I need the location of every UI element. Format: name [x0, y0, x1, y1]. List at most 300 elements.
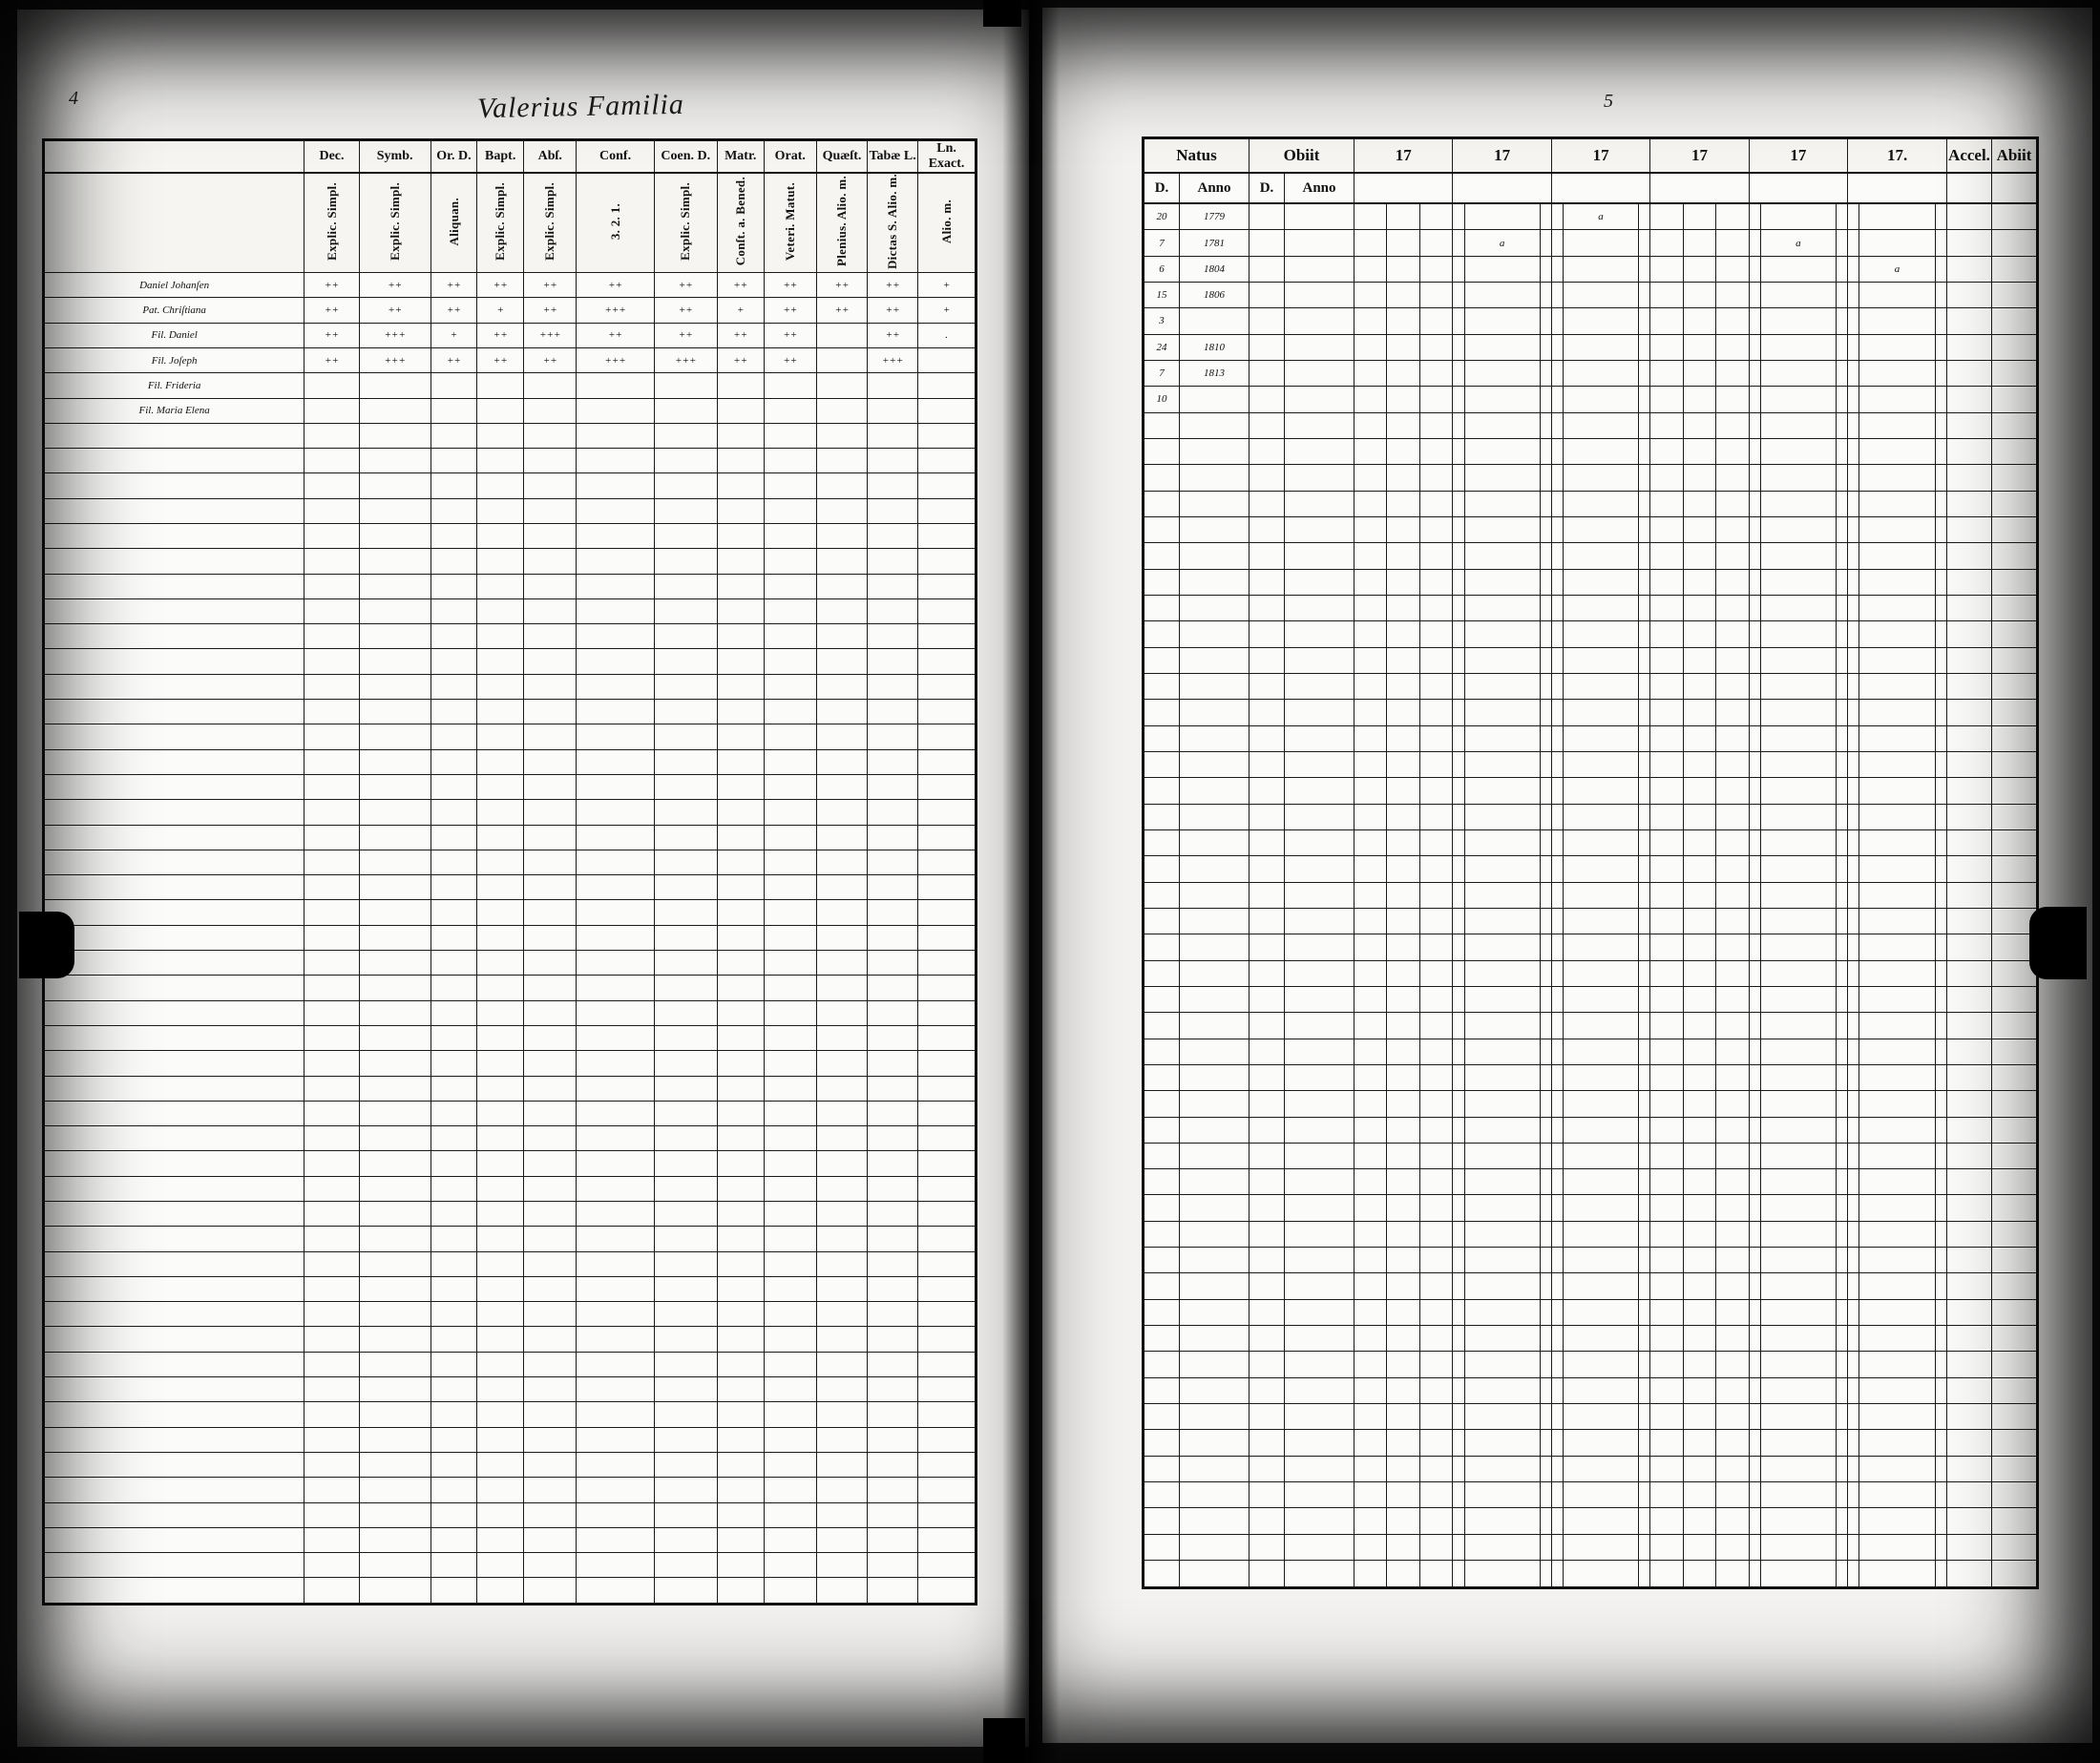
empty-cell [1564, 1221, 1639, 1247]
mark-cell [359, 423, 430, 448]
empty-cell [1716, 829, 1749, 855]
empty-cell [1859, 1534, 1935, 1560]
empty-cell [918, 498, 976, 523]
empty-cell [1760, 1377, 1836, 1403]
empty-cell [868, 1025, 918, 1050]
empty-cell [1760, 1299, 1836, 1325]
empty-cell [304, 1478, 359, 1502]
table-row-empty [1144, 1482, 2038, 1508]
scanner-clamp-bottom [983, 1718, 1025, 1763]
year-group-cell [1749, 283, 1760, 308]
empty-cell [524, 1025, 577, 1050]
empty-cell [44, 1352, 304, 1376]
empty-cell [1760, 1091, 1836, 1117]
empty-cell [816, 1000, 867, 1025]
empty-cell [1683, 778, 1715, 804]
obiit-year-cell [1285, 203, 1354, 230]
empty-cell [654, 1402, 717, 1427]
year-group-cell [1453, 334, 1464, 360]
empty-cell [868, 1553, 918, 1578]
empty-cell [1639, 543, 1650, 569]
empty-cell [359, 1276, 430, 1301]
empty-cell [524, 1051, 577, 1076]
empty-cell [868, 976, 918, 1000]
empty-cell [1540, 934, 1551, 960]
empty-cell [1551, 673, 1563, 699]
empty-cell [816, 925, 867, 950]
empty-cell [1387, 1039, 1419, 1064]
empty-cell [868, 1377, 918, 1402]
empty-cell [1859, 1013, 1935, 1039]
year-group-cell [1935, 230, 1946, 256]
empty-cell [1250, 804, 1285, 829]
empty-cell [1144, 516, 1180, 542]
year-group-cell [1716, 230, 1749, 256]
empty-cell [1551, 804, 1563, 829]
empty-cell [1144, 1143, 1180, 1168]
table-row [44, 398, 976, 423]
empty-cell [1453, 725, 1464, 751]
col-header-ord: Or. D. [430, 140, 477, 174]
empty-cell [717, 825, 764, 850]
empty-cell [1419, 1273, 1452, 1299]
empty-cell [1859, 647, 1935, 673]
empty-cell [1453, 621, 1464, 647]
empty-cell [577, 1427, 654, 1452]
empty-cell [1947, 1456, 1992, 1481]
empty-cell [868, 1176, 918, 1201]
empty-cell [1836, 1195, 1847, 1221]
empty-cell [1285, 751, 1354, 777]
empty-cell [1180, 1482, 1250, 1508]
empty-cell [1180, 1456, 1250, 1481]
empty-cell [654, 825, 717, 850]
empty-cell [1464, 1143, 1540, 1168]
empty-cell [1935, 1508, 1946, 1534]
empty-cell [1453, 1430, 1464, 1456]
empty-cell [1540, 1430, 1551, 1456]
empty-cell [430, 1025, 477, 1050]
empty-cell [868, 700, 918, 724]
empty-cell [1464, 960, 1540, 986]
empty-cell [816, 1478, 867, 1502]
empty-cell [1144, 1561, 1180, 1588]
empty-cell [1564, 516, 1639, 542]
mark-cell [764, 423, 816, 448]
empty-cell [1947, 1117, 1992, 1143]
empty-cell [717, 1000, 764, 1025]
year-group-cell [1419, 334, 1452, 360]
empty-cell [477, 700, 524, 724]
empty-cell [1848, 751, 1859, 777]
empty-cell [1250, 1456, 1285, 1481]
empty-cell [1564, 1482, 1639, 1508]
mark-cell: + [717, 298, 764, 323]
empty-cell [654, 598, 717, 623]
empty-cell [1419, 1117, 1452, 1143]
empty-cell [1760, 882, 1836, 908]
year-group-cell: a [1464, 230, 1540, 256]
sub-header-abs: Explic. Simpl. [524, 173, 577, 273]
table-row-empty [44, 498, 976, 523]
empty-cell [1760, 1117, 1836, 1143]
empty-cell [44, 1025, 304, 1050]
empty-cell [359, 1478, 430, 1502]
empty-cell [1250, 856, 1285, 882]
empty-cell [1354, 1482, 1387, 1508]
table-row-empty [1144, 516, 2038, 542]
empty-cell [764, 850, 816, 874]
year-group-cell [1564, 283, 1639, 308]
empty-cell [1250, 1091, 1285, 1117]
empty-cell [1144, 412, 1180, 438]
right-header-row-subs [1144, 173, 2038, 203]
table-row-empty [1144, 829, 2038, 855]
empty-cell [1250, 1169, 1285, 1195]
table-row [1144, 230, 2038, 256]
empty-cell [717, 674, 764, 699]
empty-cell [304, 900, 359, 925]
empty-cell [764, 624, 816, 649]
empty-cell [1836, 725, 1847, 751]
empty-cell [1464, 908, 1540, 934]
empty-cell [577, 1126, 654, 1151]
empty-cell [1947, 882, 1992, 908]
empty-cell [430, 1176, 477, 1201]
table-row-empty [1144, 778, 2038, 804]
empty-cell [1859, 1508, 1935, 1534]
empty-cell [1848, 725, 1859, 751]
empty-cell [1387, 908, 1419, 934]
empty-cell [918, 523, 976, 548]
empty-cell [868, 1126, 918, 1151]
empty-cell [359, 1327, 430, 1352]
empty-cell [1859, 1456, 1935, 1481]
empty-cell [1935, 1534, 1946, 1560]
empty-cell [1250, 1326, 1285, 1352]
sub-header-orat: Veteri. Matut. [764, 173, 816, 273]
empty-cell [430, 1427, 477, 1452]
empty-cell [304, 1051, 359, 1076]
empty-cell [1551, 829, 1563, 855]
empty-cell [1180, 804, 1250, 829]
empty-cell [1836, 1456, 1847, 1481]
empty-cell [1419, 804, 1452, 829]
empty-cell [1144, 569, 1180, 595]
table-row-empty [44, 1327, 976, 1352]
empty-cell [1285, 1482, 1354, 1508]
empty-cell [1683, 725, 1715, 751]
empty-cell [304, 850, 359, 874]
empty-cell [1749, 751, 1760, 777]
empty-cell [1354, 1248, 1387, 1273]
empty-cell [1387, 751, 1419, 777]
empty-cell [868, 1502, 918, 1527]
empty-cell [1453, 1013, 1464, 1039]
table-row-empty [1144, 700, 2038, 725]
table-row-empty [1144, 1091, 2038, 1117]
empty-cell [1947, 595, 1992, 620]
empty-cell [1285, 934, 1354, 960]
table-row-empty [44, 1025, 976, 1050]
empty-cell [477, 1025, 524, 1050]
empty-cell [868, 1227, 918, 1251]
empty-cell [1285, 595, 1354, 620]
empty-cell [1564, 986, 1639, 1012]
empty-cell [44, 1402, 304, 1427]
empty-cell [1464, 1561, 1540, 1588]
empty-cell [1551, 621, 1563, 647]
empty-cell [1683, 934, 1715, 960]
empty-cell [816, 1151, 867, 1176]
empty-cell [764, 549, 816, 574]
empty-cell [717, 1202, 764, 1227]
year-group-cell [1551, 203, 1563, 230]
mark-cell: ++ [868, 273, 918, 298]
col-header-name [44, 140, 304, 174]
empty-cell [1564, 491, 1639, 516]
empty-cell [1180, 725, 1250, 751]
empty-cell [1180, 986, 1250, 1012]
year-group-cell [1354, 360, 1387, 386]
empty-cell [1639, 1248, 1650, 1273]
empty-cell [918, 825, 976, 850]
mark-cell [816, 347, 867, 372]
empty-cell [1564, 412, 1639, 438]
empty-cell [1180, 569, 1250, 595]
empty-cell [1551, 856, 1563, 882]
year-group-cell [1859, 334, 1935, 360]
empty-cell [1992, 1221, 2038, 1247]
empty-cell [1250, 1482, 1285, 1508]
empty-cell [918, 1025, 976, 1050]
empty-cell [868, 449, 918, 473]
empty-cell [430, 925, 477, 950]
empty-cell [654, 724, 717, 749]
mark-cell: ++ [430, 347, 477, 372]
empty-cell [1180, 778, 1250, 804]
year-group-cell [1639, 308, 1650, 334]
empty-cell [1453, 1508, 1464, 1534]
empty-cell [1551, 1143, 1563, 1168]
empty-cell [1144, 856, 1180, 882]
empty-cell [1540, 673, 1551, 699]
empty-cell [1947, 908, 1992, 934]
empty-cell [816, 1025, 867, 1050]
empty-cell [1354, 647, 1387, 673]
empty-cell [1564, 1039, 1639, 1064]
empty-cell [1935, 1561, 1946, 1588]
empty-cell [1650, 412, 1683, 438]
empty-cell [1387, 1352, 1419, 1377]
empty-cell [654, 700, 717, 724]
empty-cell [1419, 412, 1452, 438]
empty-cell [1836, 673, 1847, 699]
empty-cell [430, 875, 477, 900]
empty-cell [1453, 1404, 1464, 1430]
empty-cell [1551, 1091, 1563, 1117]
empty-cell [816, 700, 867, 724]
empty-cell [1639, 1013, 1650, 1039]
empty-cell [918, 1176, 976, 1201]
year-group-cell [1639, 360, 1650, 386]
empty-cell [1650, 856, 1683, 882]
empty-cell [44, 1151, 304, 1176]
empty-cell [430, 574, 477, 598]
empty-cell [1947, 804, 1992, 829]
empty-cell [1180, 856, 1250, 882]
empty-cell [1848, 1169, 1859, 1195]
year-group-cell [1540, 387, 1551, 412]
empty-cell [1540, 1013, 1551, 1039]
empty-cell [1453, 751, 1464, 777]
empty-cell [1716, 1221, 1749, 1247]
empty-cell [304, 1502, 359, 1527]
empty-cell [1551, 1482, 1563, 1508]
empty-cell [1285, 1143, 1354, 1168]
table-row-empty [44, 649, 976, 674]
empty-cell [868, 749, 918, 774]
mark-cell: . [918, 323, 976, 347]
empty-cell [524, 1327, 577, 1352]
empty-cell [654, 749, 717, 774]
empty-cell [1464, 438, 1540, 464]
empty-cell [1250, 543, 1285, 569]
empty-cell [304, 1151, 359, 1176]
empty-cell [1551, 725, 1563, 751]
empty-cell [868, 1051, 918, 1076]
empty-cell [1683, 465, 1715, 491]
table-row [1144, 203, 2038, 230]
empty-cell [1639, 934, 1650, 960]
empty-cell [764, 1452, 816, 1477]
empty-cell [1749, 700, 1760, 725]
empty-cell [918, 925, 976, 950]
empty-cell [524, 1176, 577, 1201]
empty-cell [868, 1076, 918, 1101]
empty-cell [1419, 1508, 1452, 1534]
empty-cell [1453, 673, 1464, 699]
sub-header-dec: Explic. Simpl. [304, 173, 359, 273]
empty-cell [868, 1352, 918, 1376]
empty-cell [1749, 1534, 1760, 1560]
year-group-cell [1564, 360, 1639, 386]
empty-cell [764, 900, 816, 925]
empty-cell [1749, 725, 1760, 751]
empty-cell [1180, 1561, 1250, 1588]
empty-cell [1453, 438, 1464, 464]
empty-cell [1947, 1352, 1992, 1377]
empty-cell [1250, 1561, 1285, 1588]
year-group-cell [1540, 308, 1551, 334]
empty-cell [918, 1051, 976, 1076]
empty-cell [918, 1251, 976, 1276]
empty-cell [1387, 1561, 1419, 1588]
empty-cell [1387, 725, 1419, 751]
empty-cell [816, 1076, 867, 1101]
empty-cell [304, 1452, 359, 1477]
accel-cell [1947, 203, 1992, 230]
empty-cell [359, 875, 430, 900]
empty-cell [1760, 1456, 1836, 1481]
empty-cell [1650, 778, 1683, 804]
empty-cell [477, 825, 524, 850]
empty-cell [1180, 1352, 1250, 1377]
empty-cell [1453, 960, 1464, 986]
empty-cell [577, 800, 654, 825]
empty-cell [1639, 751, 1650, 777]
empty-cell [304, 925, 359, 950]
empty-cell [1551, 986, 1563, 1012]
empty-cell [1639, 804, 1650, 829]
sub-header-17-e [1749, 173, 1847, 203]
empty-cell [1540, 1326, 1551, 1352]
empty-cell [1453, 1534, 1464, 1560]
empty-cell [717, 1553, 764, 1578]
abiit-cell [1992, 256, 2038, 282]
empty-cell [1935, 412, 1946, 438]
empty-cell [816, 624, 867, 649]
empty-cell [1650, 1508, 1683, 1534]
empty-cell [1180, 829, 1250, 855]
table-row-empty [44, 1126, 976, 1151]
obiit-day-cell [1250, 283, 1285, 308]
empty-cell [1453, 595, 1464, 620]
empty-cell [654, 1051, 717, 1076]
empty-cell [577, 473, 654, 498]
empty-cell [1639, 1534, 1650, 1560]
empty-cell [1464, 516, 1540, 542]
empty-cell [1144, 1248, 1180, 1273]
empty-cell [1749, 1456, 1760, 1481]
table-row-empty [44, 724, 976, 749]
mark-cell [717, 398, 764, 423]
empty-cell [1419, 725, 1452, 751]
empty-cell [477, 1578, 524, 1604]
empty-cell [918, 1527, 976, 1552]
year-group-cell [1387, 387, 1419, 412]
empty-cell [1859, 1273, 1935, 1299]
year-group-cell [1848, 203, 1859, 230]
empty-cell [1540, 1352, 1551, 1377]
empty-cell [1848, 986, 1859, 1012]
empty-cell [1180, 1064, 1250, 1090]
empty-cell [1848, 1221, 1859, 1247]
empty-cell [524, 875, 577, 900]
empty-cell [1180, 1404, 1250, 1430]
empty-cell [1144, 465, 1180, 491]
empty-cell [1683, 438, 1715, 464]
year-group-cell [1551, 387, 1563, 412]
empty-cell [1836, 412, 1847, 438]
mark-cell: +++ [359, 323, 430, 347]
empty-cell [1387, 595, 1419, 620]
empty-cell [1683, 1456, 1715, 1481]
empty-cell [1564, 1534, 1639, 1560]
empty-cell [1639, 438, 1650, 464]
empty-cell [430, 724, 477, 749]
empty-cell [1180, 673, 1250, 699]
empty-cell [1285, 829, 1354, 855]
empty-cell [1760, 1221, 1836, 1247]
empty-cell [1453, 804, 1464, 829]
empty-cell [1935, 1169, 1946, 1195]
empty-cell [1992, 1117, 2038, 1143]
year-group-cell [1716, 334, 1749, 360]
table-row-empty [44, 674, 976, 699]
table-row-empty [1144, 595, 2038, 620]
empty-cell [1464, 1273, 1540, 1299]
